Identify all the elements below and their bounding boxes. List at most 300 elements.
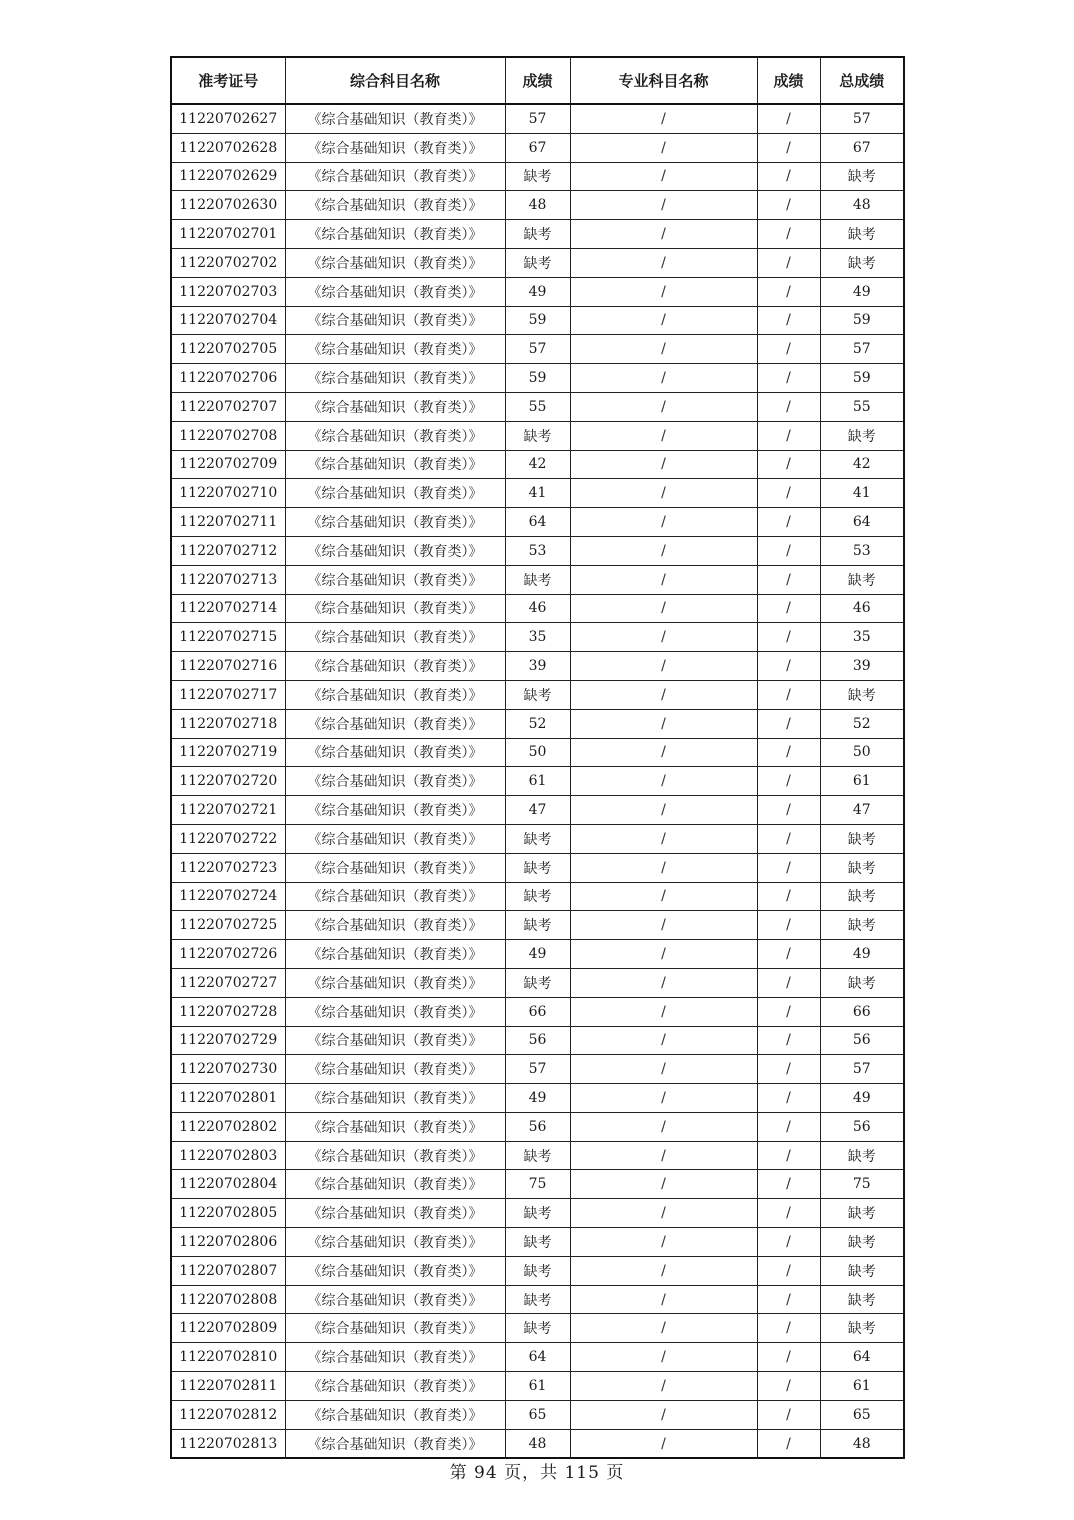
- general-subject-cell: 《综合基础知识（教育类）》: [285, 306, 505, 335]
- major-subject-cell: /: [570, 133, 757, 162]
- total-score-cell: 缺考: [820, 565, 904, 594]
- exam-id-cell: 11220702630: [171, 191, 285, 220]
- total-score-cell: 缺考: [820, 1199, 904, 1228]
- general-score-cell: 64: [505, 1343, 570, 1372]
- major-subject-cell: /: [570, 162, 757, 191]
- major-score-cell: /: [757, 853, 820, 882]
- general-subject-cell: 《综合基础知识（教育类）》: [285, 882, 505, 911]
- general-subject-cell: 《综合基础知识（教育类）》: [285, 1141, 505, 1170]
- general-score-cell: 64: [505, 508, 570, 537]
- major-subject-cell: /: [570, 220, 757, 249]
- total-score-cell: 缺考: [820, 248, 904, 277]
- exam-id-cell: 11220702711: [171, 508, 285, 537]
- table-row: [171, 594, 904, 623]
- table-row: [171, 1228, 904, 1257]
- major-subject-cell: /: [570, 767, 757, 796]
- exam-id-cell: 11220702808: [171, 1285, 285, 1314]
- major-subject-cell: /: [570, 623, 757, 652]
- general-score-cell: 缺考: [505, 1285, 570, 1314]
- table-row: [171, 738, 904, 767]
- total-score-cell: 61: [820, 767, 904, 796]
- table-row: [171, 882, 904, 911]
- exam-id-cell: 11220702627: [171, 104, 285, 133]
- exam-id-cell: 11220702805: [171, 1199, 285, 1228]
- major-subject-cell: /: [570, 968, 757, 997]
- general-score-cell: 52: [505, 709, 570, 738]
- exam-id-cell: 11220702719: [171, 738, 285, 767]
- general-subject-cell: 《综合基础知识（教育类）》: [285, 536, 505, 565]
- table-row: [171, 536, 904, 565]
- major-subject-cell: /: [570, 594, 757, 623]
- exam-id-cell: 11220702701: [171, 220, 285, 249]
- table-row: [171, 709, 904, 738]
- major-subject-cell: /: [570, 1429, 757, 1458]
- exam-id-cell: 11220702803: [171, 1141, 285, 1170]
- general-subject-cell: 《综合基础知识（教育类）》: [285, 623, 505, 652]
- general-score-cell: 35: [505, 623, 570, 652]
- general-score-cell: 67: [505, 133, 570, 162]
- major-score-cell: /: [757, 1400, 820, 1429]
- general-score-cell: 缺考: [505, 968, 570, 997]
- general-subject-cell: 《综合基础知识（教育类）》: [285, 824, 505, 853]
- general-subject-cell: 《综合基础知识（教育类）》: [285, 1256, 505, 1285]
- general-score-cell: 缺考: [505, 248, 570, 277]
- exam-id-cell: 11220702807: [171, 1256, 285, 1285]
- major-score-cell: /: [757, 248, 820, 277]
- table-row: [171, 824, 904, 853]
- table-row: [171, 1055, 904, 1084]
- general-subject-cell: 《综合基础知识（教育类）》: [285, 421, 505, 450]
- major-score-cell: /: [757, 392, 820, 421]
- table-row: [171, 1314, 904, 1343]
- general-subject-cell: 《综合基础知识（教育类）》: [285, 709, 505, 738]
- total-score-cell: 57: [820, 1055, 904, 1084]
- table-row: [171, 767, 904, 796]
- table-row: [171, 1343, 904, 1372]
- major-subject-cell: /: [570, 421, 757, 450]
- header-total-score: 总成绩: [820, 57, 904, 104]
- general-score-cell: 61: [505, 767, 570, 796]
- general-score-cell: 缺考: [505, 1228, 570, 1257]
- total-score-cell: 35: [820, 623, 904, 652]
- exam-id-cell: 11220702812: [171, 1400, 285, 1429]
- table-row: [171, 1141, 904, 1170]
- table-row: [171, 306, 904, 335]
- table-row: [171, 392, 904, 421]
- major-subject-cell: /: [570, 508, 757, 537]
- scores-table: [170, 56, 905, 1459]
- exam-id-cell: 11220702809: [171, 1314, 285, 1343]
- total-score-cell: 59: [820, 306, 904, 335]
- total-score-cell: 56: [820, 1112, 904, 1141]
- table-row: [171, 652, 904, 681]
- table-row: [171, 796, 904, 825]
- exam-id-cell: 11220702717: [171, 680, 285, 709]
- table-row: [171, 162, 904, 191]
- table-row: [171, 479, 904, 508]
- exam-id-cell: 11220702709: [171, 450, 285, 479]
- major-score-cell: /: [757, 997, 820, 1026]
- exam-id-cell: 11220702716: [171, 652, 285, 681]
- exam-id-cell: 11220702720: [171, 767, 285, 796]
- total-score-cell: 缺考: [820, 220, 904, 249]
- major-subject-cell: /: [570, 450, 757, 479]
- major-score-cell: /: [757, 1256, 820, 1285]
- total-score-cell: 50: [820, 738, 904, 767]
- exam-id-cell: 11220702722: [171, 824, 285, 853]
- table-header: [171, 57, 904, 104]
- header-exam-id: 准考证号: [171, 57, 285, 104]
- general-score-cell: 缺考: [505, 220, 570, 249]
- general-score-cell: 缺考: [505, 824, 570, 853]
- total-score-cell: 64: [820, 1343, 904, 1372]
- general-score-cell: 57: [505, 104, 570, 133]
- major-subject-cell: /: [570, 1314, 757, 1343]
- general-subject-cell: 《综合基础知识（教育类）》: [285, 191, 505, 220]
- total-score-cell: 55: [820, 392, 904, 421]
- table-row: [171, 335, 904, 364]
- major-subject-cell: /: [570, 1170, 757, 1199]
- table-row: [171, 1199, 904, 1228]
- general-score-cell: 缺考: [505, 680, 570, 709]
- major-score-cell: /: [757, 450, 820, 479]
- table-row: [171, 104, 904, 133]
- total-score-cell: 59: [820, 364, 904, 393]
- table-row: [171, 277, 904, 306]
- major-subject-cell: /: [570, 709, 757, 738]
- major-score-cell: /: [757, 306, 820, 335]
- general-subject-cell: 《综合基础知识（教育类）》: [285, 940, 505, 969]
- exam-id-cell: 11220702707: [171, 392, 285, 421]
- general-subject-cell: 《综合基础知识（教育类）》: [285, 565, 505, 594]
- general-subject-cell: 《综合基础知识（教育类）》: [285, 911, 505, 940]
- table-row: [171, 1400, 904, 1429]
- total-score-cell: 缺考: [820, 1314, 904, 1343]
- table-row: [171, 940, 904, 969]
- total-score-cell: 65: [820, 1400, 904, 1429]
- major-score-cell: /: [757, 882, 820, 911]
- total-score-cell: 57: [820, 104, 904, 133]
- exam-id-cell: 11220702721: [171, 796, 285, 825]
- table-row: [171, 853, 904, 882]
- major-subject-cell: /: [570, 364, 757, 393]
- major-score-cell: /: [757, 738, 820, 767]
- general-subject-cell: 《综合基础知识（教育类）》: [285, 1429, 505, 1458]
- table-row: [171, 248, 904, 277]
- general-subject-cell: 《综合基础知识（教育类）》: [285, 1084, 505, 1113]
- general-subject-cell: 《综合基础知识（教育类）》: [285, 392, 505, 421]
- major-score-cell: /: [757, 1343, 820, 1372]
- total-score-cell: 49: [820, 1084, 904, 1113]
- general-subject-cell: 《综合基础知识（教育类）》: [285, 1372, 505, 1401]
- table-row: [171, 191, 904, 220]
- major-subject-cell: /: [570, 1026, 757, 1055]
- major-score-cell: /: [757, 1199, 820, 1228]
- general-score-cell: 49: [505, 940, 570, 969]
- major-subject-cell: /: [570, 853, 757, 882]
- table-row: [171, 364, 904, 393]
- general-score-cell: 缺考: [505, 911, 570, 940]
- general-subject-cell: 《综合基础知识（教育类）》: [285, 1343, 505, 1372]
- general-score-cell: 48: [505, 1429, 570, 1458]
- total-score-cell: 41: [820, 479, 904, 508]
- general-score-cell: 56: [505, 1112, 570, 1141]
- major-subject-cell: /: [570, 652, 757, 681]
- general-subject-cell: 《综合基础知识（教育类）》: [285, 335, 505, 364]
- total-score-cell: 46: [820, 594, 904, 623]
- general-score-cell: 缺考: [505, 565, 570, 594]
- major-subject-cell: /: [570, 248, 757, 277]
- general-subject-cell: 《综合基础知识（教育类）》: [285, 248, 505, 277]
- header-major-subject: 专业科目名称: [570, 57, 757, 104]
- general-score-cell: 缺考: [505, 882, 570, 911]
- major-subject-cell: /: [570, 1141, 757, 1170]
- total-score-cell: 75: [820, 1170, 904, 1199]
- major-subject-cell: /: [570, 1084, 757, 1113]
- total-score-cell: 57: [820, 335, 904, 364]
- major-score-cell: /: [757, 1170, 820, 1199]
- total-score-cell: 48: [820, 1429, 904, 1458]
- exam-id-cell: 11220702705: [171, 335, 285, 364]
- major-subject-cell: /: [570, 824, 757, 853]
- general-subject-cell: 《综合基础知识（教育类）》: [285, 104, 505, 133]
- exam-id-cell: 11220702726: [171, 940, 285, 969]
- major-score-cell: /: [757, 911, 820, 940]
- table-row: [171, 508, 904, 537]
- major-subject-cell: /: [570, 882, 757, 911]
- table-row: [171, 565, 904, 594]
- table-row: [171, 1256, 904, 1285]
- general-score-cell: 46: [505, 594, 570, 623]
- major-score-cell: /: [757, 767, 820, 796]
- general-score-cell: 49: [505, 277, 570, 306]
- general-subject-cell: 《综合基础知识（教育类）》: [285, 220, 505, 249]
- general-subject-cell: 《综合基础知识（教育类）》: [285, 277, 505, 306]
- general-score-cell: 缺考: [505, 162, 570, 191]
- general-score-cell: 57: [505, 335, 570, 364]
- general-subject-cell: 《综合基础知识（教育类）》: [285, 1026, 505, 1055]
- total-score-cell: 52: [820, 709, 904, 738]
- major-score-cell: /: [757, 162, 820, 191]
- table-row: [171, 1429, 904, 1458]
- table-row: [171, 1112, 904, 1141]
- page-footer: 第 94 页，共 115 页: [449, 1463, 625, 1483]
- header-general-score: 成绩: [505, 57, 570, 104]
- general-score-cell: 47: [505, 796, 570, 825]
- general-score-cell: 缺考: [505, 421, 570, 450]
- exam-id-cell: 11220702715: [171, 623, 285, 652]
- table-row: [171, 1372, 904, 1401]
- major-score-cell: /: [757, 220, 820, 249]
- major-subject-cell: /: [570, 335, 757, 364]
- general-subject-cell: 《综合基础知识（教育类）》: [285, 479, 505, 508]
- total-score-cell: 67: [820, 133, 904, 162]
- exam-id-cell: 11220702729: [171, 1026, 285, 1055]
- major-score-cell: /: [757, 133, 820, 162]
- table-row: [171, 1026, 904, 1055]
- major-subject-cell: /: [570, 1199, 757, 1228]
- general-score-cell: 56: [505, 1026, 570, 1055]
- major-score-cell: /: [757, 824, 820, 853]
- header-row: [171, 57, 904, 104]
- major-score-cell: /: [757, 1084, 820, 1113]
- exam-id-cell: 11220702708: [171, 421, 285, 450]
- major-subject-cell: /: [570, 1112, 757, 1141]
- major-subject-cell: /: [570, 1372, 757, 1401]
- general-score-cell: 缺考: [505, 853, 570, 882]
- table-row: [171, 911, 904, 940]
- major-score-cell: /: [757, 421, 820, 450]
- major-score-cell: /: [757, 364, 820, 393]
- major-score-cell: /: [757, 277, 820, 306]
- exam-id-cell: 11220702804: [171, 1170, 285, 1199]
- major-score-cell: /: [757, 508, 820, 537]
- major-score-cell: /: [757, 652, 820, 681]
- table-body: [171, 104, 904, 1458]
- general-subject-cell: 《综合基础知识（教育类）》: [285, 853, 505, 882]
- general-subject-cell: 《综合基础知识（教育类）》: [285, 796, 505, 825]
- general-score-cell: 48: [505, 191, 570, 220]
- major-score-cell: /: [757, 1055, 820, 1084]
- total-score-cell: 缺考: [820, 1256, 904, 1285]
- general-subject-cell: 《综合基础知识（教育类）》: [285, 364, 505, 393]
- exam-id-cell: 11220702628: [171, 133, 285, 162]
- total-score-cell: 49: [820, 940, 904, 969]
- total-score-cell: 56: [820, 1026, 904, 1055]
- total-score-cell: 47: [820, 796, 904, 825]
- general-score-cell: 42: [505, 450, 570, 479]
- major-score-cell: /: [757, 623, 820, 652]
- major-score-cell: /: [757, 536, 820, 565]
- total-score-cell: 49: [820, 277, 904, 306]
- exam-id-cell: 11220702801: [171, 1084, 285, 1113]
- major-subject-cell: /: [570, 479, 757, 508]
- exam-id-cell: 11220702730: [171, 1055, 285, 1084]
- exam-id-cell: 11220702725: [171, 911, 285, 940]
- general-score-cell: 66: [505, 997, 570, 1026]
- general-score-cell: 61: [505, 1372, 570, 1401]
- general-score-cell: 55: [505, 392, 570, 421]
- major-score-cell: /: [757, 709, 820, 738]
- table-row: [171, 1285, 904, 1314]
- table-row: [171, 968, 904, 997]
- general-score-cell: 缺考: [505, 1199, 570, 1228]
- exam-id-cell: 11220702728: [171, 997, 285, 1026]
- general-score-cell: 75: [505, 1170, 570, 1199]
- general-subject-cell: 《综合基础知识（教育类）》: [285, 738, 505, 767]
- total-score-cell: 缺考: [820, 162, 904, 191]
- exam-id-cell: 11220702710: [171, 479, 285, 508]
- exam-id-cell: 11220702811: [171, 1372, 285, 1401]
- total-score-cell: 缺考: [820, 1285, 904, 1314]
- exam-id-cell: 11220702813: [171, 1429, 285, 1458]
- exam-id-cell: 11220702718: [171, 709, 285, 738]
- general-subject-cell: 《综合基础知识（教育类）》: [285, 133, 505, 162]
- exam-id-cell: 11220702713: [171, 565, 285, 594]
- table-row: [171, 680, 904, 709]
- general-score-cell: 49: [505, 1084, 570, 1113]
- exam-id-cell: 11220702714: [171, 594, 285, 623]
- general-subject-cell: 《综合基础知识（教育类）》: [285, 1112, 505, 1141]
- exam-id-cell: 11220702629: [171, 162, 285, 191]
- major-score-cell: /: [757, 1112, 820, 1141]
- general-subject-cell: 《综合基础知识（教育类）》: [285, 652, 505, 681]
- general-subject-cell: 《综合基础知识（教育类）》: [285, 997, 505, 1026]
- exam-id-cell: 11220702810: [171, 1343, 285, 1372]
- table-row: [171, 1084, 904, 1113]
- major-score-cell: /: [757, 191, 820, 220]
- table-row: [171, 133, 904, 162]
- general-subject-cell: 《综合基础知识（教育类）》: [285, 968, 505, 997]
- general-score-cell: 57: [505, 1055, 570, 1084]
- total-score-cell: 缺考: [820, 882, 904, 911]
- total-score-cell: 61: [820, 1372, 904, 1401]
- general-subject-cell: 《综合基础知识（教育类）》: [285, 1055, 505, 1084]
- major-subject-cell: /: [570, 536, 757, 565]
- major-subject-cell: /: [570, 191, 757, 220]
- exam-id-cell: 11220702706: [171, 364, 285, 393]
- general-score-cell: 缺考: [505, 1256, 570, 1285]
- total-score-cell: 缺考: [820, 1141, 904, 1170]
- major-subject-cell: /: [570, 1343, 757, 1372]
- total-score-cell: 缺考: [820, 911, 904, 940]
- major-score-cell: /: [757, 565, 820, 594]
- major-subject-cell: /: [570, 1228, 757, 1257]
- major-score-cell: /: [757, 104, 820, 133]
- general-score-cell: 59: [505, 306, 570, 335]
- general-subject-cell: 《综合基础知识（教育类）》: [285, 1285, 505, 1314]
- general-subject-cell: 《综合基础知识（教育类）》: [285, 1314, 505, 1343]
- exam-id-cell: 11220702806: [171, 1228, 285, 1257]
- general-score-cell: 59: [505, 364, 570, 393]
- general-subject-cell: 《综合基础知识（教育类）》: [285, 594, 505, 623]
- major-score-cell: /: [757, 1228, 820, 1257]
- total-score-cell: 缺考: [820, 968, 904, 997]
- exam-id-cell: 11220702704: [171, 306, 285, 335]
- general-score-cell: 65: [505, 1400, 570, 1429]
- general-subject-cell: 《综合基础知识（教育类）》: [285, 162, 505, 191]
- total-score-cell: 缺考: [820, 421, 904, 450]
- major-subject-cell: /: [570, 277, 757, 306]
- general-subject-cell: 《综合基础知识（教育类）》: [285, 680, 505, 709]
- table-row: [171, 220, 904, 249]
- general-subject-cell: 《综合基础知识（教育类）》: [285, 1400, 505, 1429]
- major-score-cell: /: [757, 479, 820, 508]
- total-score-cell: 缺考: [820, 853, 904, 882]
- exam-id-cell: 11220702703: [171, 277, 285, 306]
- major-score-cell: /: [757, 594, 820, 623]
- general-subject-cell: 《综合基础知识（教育类）》: [285, 450, 505, 479]
- major-subject-cell: /: [570, 392, 757, 421]
- exam-id-cell: 11220702724: [171, 882, 285, 911]
- total-score-cell: 42: [820, 450, 904, 479]
- major-subject-cell: /: [570, 680, 757, 709]
- total-score-cell: 66: [820, 997, 904, 1026]
- general-subject-cell: 《综合基础知识（教育类）》: [285, 1170, 505, 1199]
- general-score-cell: 缺考: [505, 1141, 570, 1170]
- total-score-cell: 缺考: [820, 680, 904, 709]
- major-subject-cell: /: [570, 738, 757, 767]
- major-score-cell: /: [757, 335, 820, 364]
- major-score-cell: /: [757, 680, 820, 709]
- total-score-cell: 39: [820, 652, 904, 681]
- major-subject-cell: /: [570, 1256, 757, 1285]
- major-subject-cell: /: [570, 565, 757, 594]
- general-score-cell: 39: [505, 652, 570, 681]
- table-row: [171, 450, 904, 479]
- major-subject-cell: /: [570, 1055, 757, 1084]
- major-score-cell: /: [757, 1026, 820, 1055]
